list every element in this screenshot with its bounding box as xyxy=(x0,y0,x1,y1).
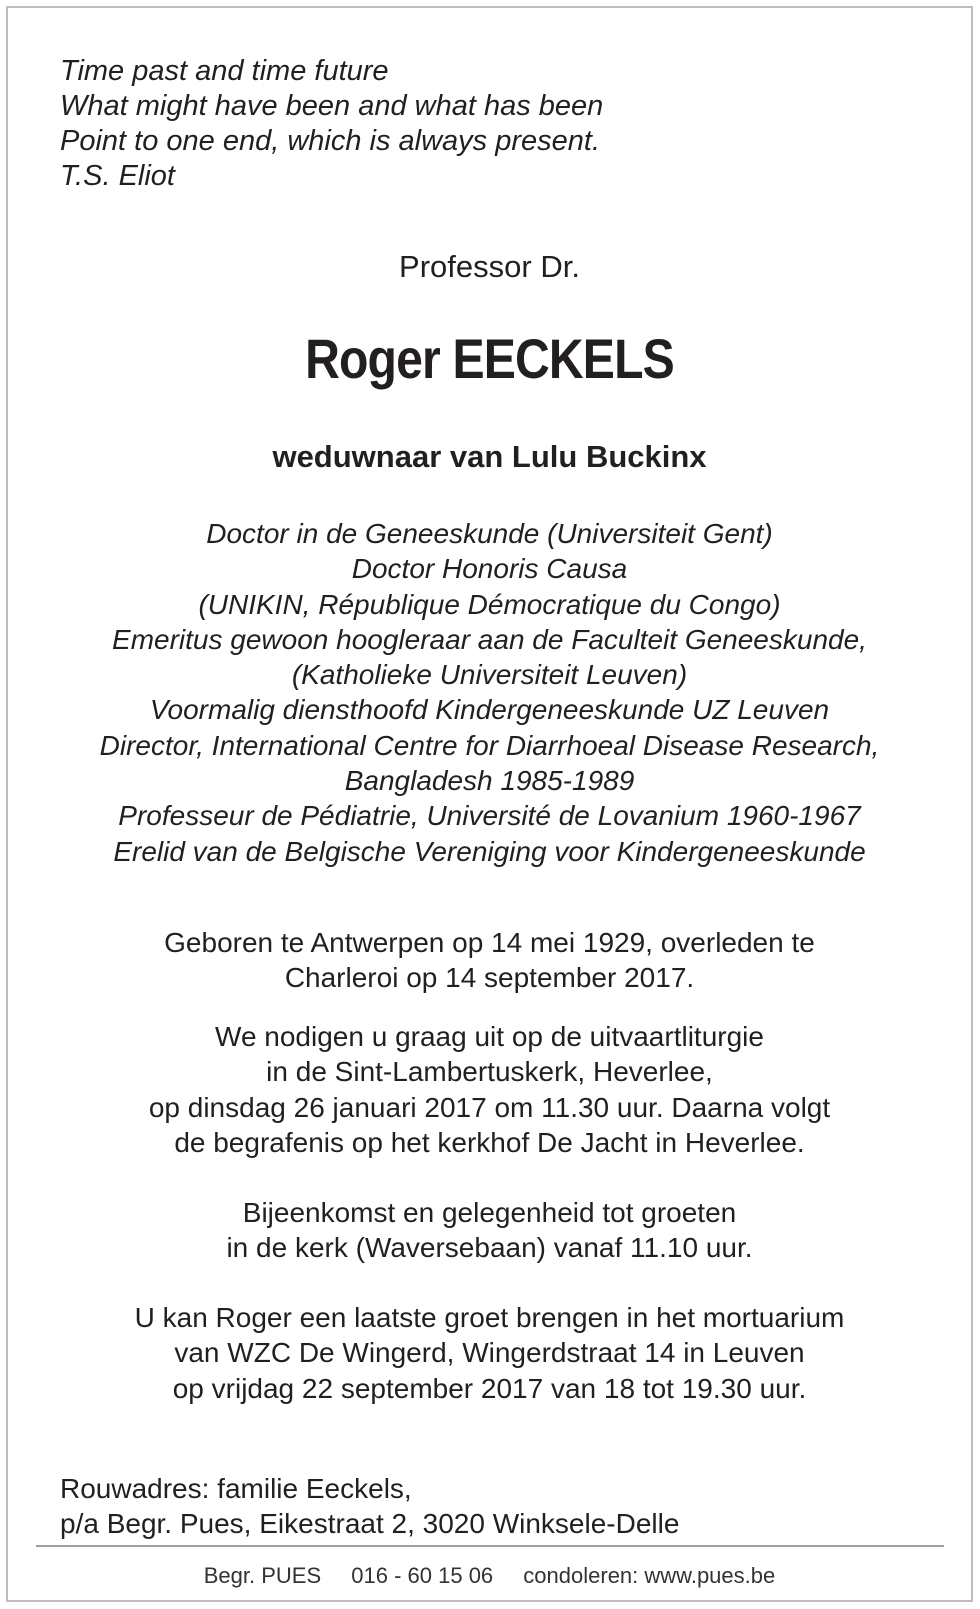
address-line: Rouwadres: familie Eeckels, xyxy=(60,1473,412,1504)
paragraph-line: Charleroi op 14 september 2017. xyxy=(284,962,695,994)
condolence-link[interactable]: condoleren: www.pues.be xyxy=(523,1563,776,1588)
credential-line: Voormalig diensthoofd Kindergeneeskunde UZ Leuven xyxy=(149,694,830,726)
footer xyxy=(8,1562,971,1590)
gathering-paragraph xyxy=(8,1195,971,1266)
credential-line: (Katholieke Universiteit Leuven) xyxy=(291,659,688,691)
spouse-line: weduwnaar van Lulu Buckinx xyxy=(272,439,707,474)
poem-quote xyxy=(60,54,603,194)
credential-line: Bangladesh 1985-1989 xyxy=(344,765,635,797)
paragraph-line: We nodigen u graag uit op de uitvaartliturgie xyxy=(215,1021,764,1052)
paragraph-line: van WZC De Wingerd, Wingerdstraat 14 in Leuven xyxy=(174,1337,805,1369)
funeral-home-name: Begr. PUES xyxy=(203,1563,322,1588)
credentials-list xyxy=(8,516,971,869)
mourning-address xyxy=(60,1471,679,1541)
quote-author: T.S. Eliot xyxy=(60,160,175,192)
paragraph-line: U kan Roger een laatste groet brengen in het mortuarium xyxy=(134,1302,845,1333)
address-line: p/a Begr. Pues, Eikestraat 2, 3020 Winksele-Delle xyxy=(60,1508,680,1539)
mortuary-paragraph xyxy=(8,1300,971,1406)
quote-line: What might have been and what has been xyxy=(60,90,604,122)
funeral-home-phone: 016 - 60 15 06 xyxy=(351,1563,494,1588)
paragraph-line: Geboren te Antwerpen op 14 mei 1929, overleden te xyxy=(164,927,815,958)
credential-line: Doctor in de Geneeskunde (Universiteit Gent) xyxy=(206,518,773,549)
birth-death-paragraph xyxy=(8,925,971,996)
funeral-paragraph xyxy=(8,1019,971,1160)
quote-line: Point to one end, which is always present. xyxy=(60,125,601,157)
paragraph-line: in de Sint-Lambertuskerk, Heverlee, xyxy=(266,1056,713,1088)
credential-line: (UNIKIN, République Démocratique du Congo) xyxy=(198,588,781,620)
credential-line: Professeur de Pédiatrie, Université de Lovanium 1960-1967 xyxy=(118,800,861,832)
footer-divider xyxy=(36,1545,944,1547)
credential-line: Director, International Centre for Diarrhoeal Disease Research, xyxy=(99,729,880,761)
paragraph-line: de begrafenis op het kerkhof De Jacht in Heverlee. xyxy=(174,1126,805,1158)
paragraph-line: op dinsdag 26 januari 2017 om 11.30 uur. Daarna volgt xyxy=(148,1091,831,1123)
credential-line: Erelid van de Belgische Vereniging voor Kindergeneeskunde xyxy=(113,835,866,867)
obituary-card xyxy=(6,6,973,1602)
credential-line: Doctor Honoris Causa xyxy=(351,553,628,585)
credential-line: Emeritus gewoon hoogleraar aan de Faculteit Geneeskunde, xyxy=(112,623,867,655)
deceased-name: Roger EECKELS xyxy=(305,327,674,390)
academic-title: Professor Dr. xyxy=(399,249,580,284)
quote-line: Time past and time future xyxy=(60,55,389,87)
paragraph-line: Bijeenkomst en gelegenheid tot groeten xyxy=(242,1197,737,1228)
paragraph-line: in de kerk (Waversebaan) vanaf 11.10 uur. xyxy=(226,1232,753,1264)
paragraph-line: op vrijdag 22 september 2017 van 18 tot 19.30 uur. xyxy=(172,1372,807,1404)
